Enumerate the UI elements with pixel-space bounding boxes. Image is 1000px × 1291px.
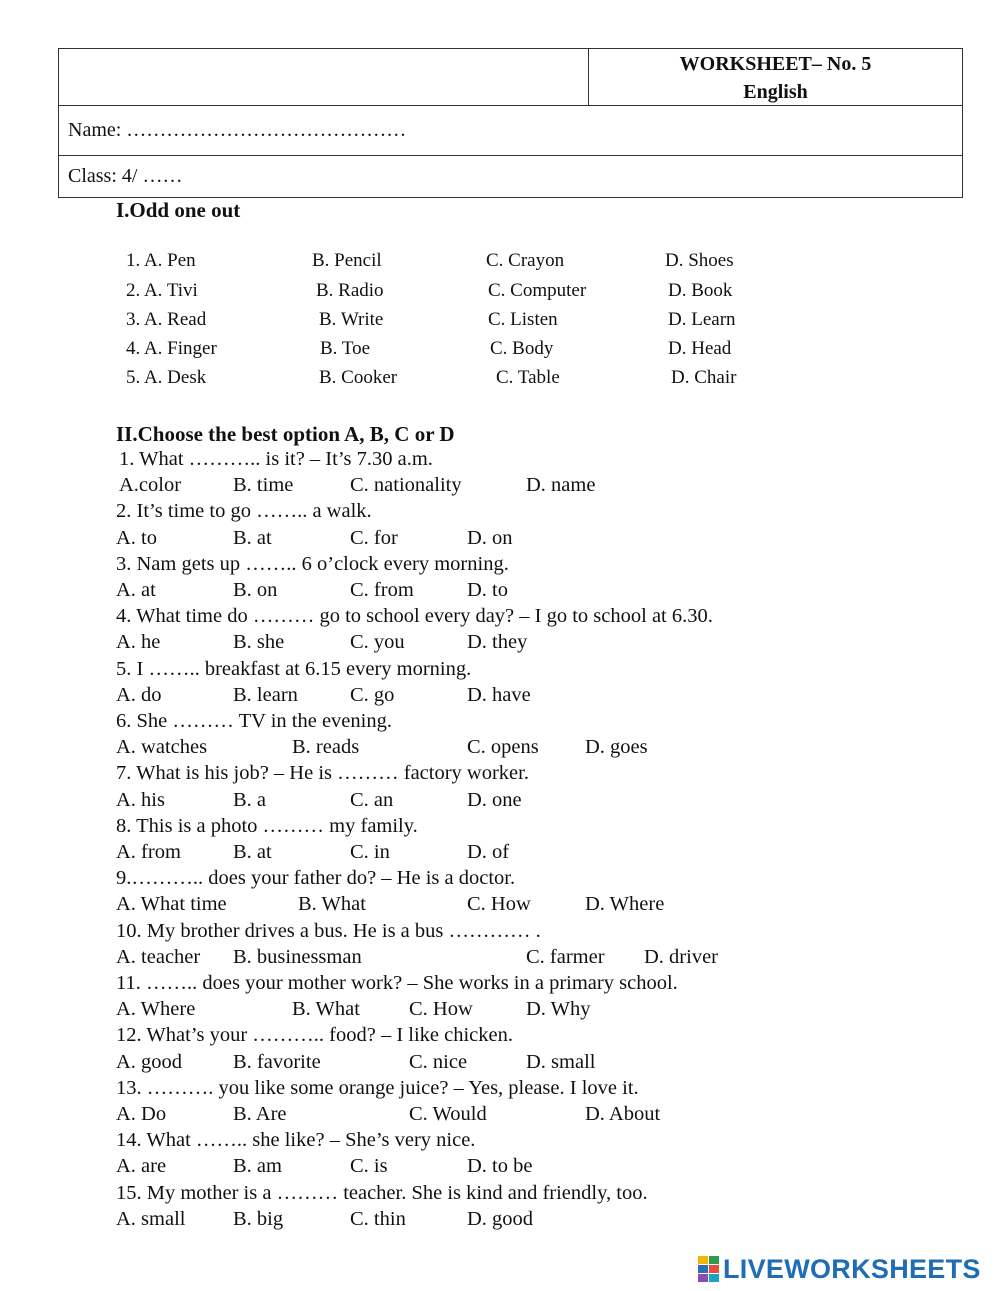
odd-option-a: 2. A. Tivi (126, 280, 198, 301)
answer-option-c: C. nice (409, 1050, 468, 1073)
question-text: 13. ………. you like some orange juice? – Yes, please. I love it. (116, 1076, 639, 1099)
logo-block (709, 1256, 719, 1264)
answer-option-a: A. good (116, 1050, 183, 1073)
odd-option-b: B. Cooker (319, 367, 398, 388)
answer-option-d: D. of (467, 841, 510, 863)
answer-option-c: C. is (350, 1155, 388, 1178)
odd-option-c: C. Computer (488, 280, 587, 301)
question-text: 8. This is a photo ……… my family. (116, 814, 418, 837)
answer-option-c: C. an (350, 788, 394, 811)
answer-option-a: A. teacher (116, 945, 201, 968)
header-blank-cell (59, 49, 589, 106)
answer-option-a: A. watches (116, 736, 208, 759)
odd-option-a: 1. A. Pen (126, 250, 196, 271)
worksheet-subject: English (743, 81, 808, 103)
answer-option-c: C. for (350, 526, 398, 549)
odd-option-c: C. Table (496, 367, 560, 388)
logo-blocks-icon (698, 1256, 719, 1282)
odd-option-d: D. Learn (668, 309, 736, 330)
question-text: 3. Nam gets up …….. 6 o’clock every morning. (116, 552, 509, 575)
class-field: Class: 4/ …… (59, 156, 963, 198)
answer-option-a: A. What time (116, 893, 227, 916)
answer-option-a: A. do (116, 683, 162, 706)
odd-option-c: C. Body (490, 338, 554, 359)
answer-option-c: C. from (350, 579, 414, 601)
question-text: 7. What is his job? – He is ……… factory worker. (116, 762, 529, 785)
answer-option-a: A. to (116, 526, 157, 549)
odd-option-d: D. Shoes (665, 250, 734, 271)
question-text: 4. What time do ……… go to school every day? – I go to school at 6.30. (116, 605, 713, 628)
logo-text: LIVEWORKSHEETS (723, 1253, 981, 1284)
question-text: 6. She ……… TV in the evening. (116, 710, 392, 732)
answer-option-c: C. How (409, 998, 473, 1021)
question-text: 10. My brother drives a bus. He is a bus ………… . (116, 919, 541, 942)
logo-block (698, 1265, 708, 1273)
answer-option-b: B. at (233, 841, 272, 863)
question-text: 5. I …….. breakfast at 6.15 every morning. (116, 657, 472, 680)
logo-block (698, 1274, 708, 1282)
logo-block (709, 1274, 719, 1282)
odd-option-d: D. Head (668, 338, 732, 359)
logo-block (698, 1256, 708, 1264)
answer-option-d: D. Why (526, 998, 591, 1021)
answer-option-d: D. to (467, 579, 508, 601)
worksheet-title: WORKSHEET– No. 5 (679, 53, 872, 75)
odd-option-d: D. Book (668, 280, 733, 301)
answer-option-c: C. you (350, 631, 405, 654)
answer-option-d: D. one (467, 788, 522, 811)
question-text: 2. It’s time to go …….. a walk. (116, 500, 372, 523)
header-table (58, 48, 963, 198)
question-text: 14. What …….. she like? – She’s very nice. (116, 1129, 476, 1152)
answer-option-a: A. small (116, 1207, 186, 1230)
name-field: Name: …………………………………… (59, 106, 963, 156)
odd-option-b: B. Radio (316, 280, 384, 301)
liveworksheets-logo (698, 1253, 981, 1285)
question-text: 1. What ……….. is it? – It’s 7.30 a.m. (119, 448, 433, 470)
answer-option-d: D. name (526, 474, 596, 497)
answer-option-a: A. Where (116, 998, 196, 1021)
answer-option-b: B. Are (233, 1103, 287, 1125)
odd-option-b: B. Write (319, 309, 384, 330)
answer-option-d: D. have (467, 683, 531, 706)
answer-option-c: C. thin (350, 1207, 406, 1230)
question-text: 12. What’s your ……….. food? – I like chicken. (116, 1024, 514, 1047)
answer-option-d: D. good (467, 1207, 534, 1230)
answer-option-d: D. to be (467, 1155, 533, 1178)
answer-option-a: A.color (119, 474, 182, 497)
answer-option-c: C. farmer (526, 945, 605, 968)
answer-option-c: C. Would (409, 1103, 487, 1125)
answer-option-a: A. at (116, 579, 156, 601)
odd-option-d: D. Chair (671, 367, 737, 388)
answer-option-a: A. from (116, 841, 181, 863)
answer-option-b: B. What (298, 893, 366, 916)
section1-title: I.Odd one out (116, 198, 241, 222)
odd-option-b: B. Pencil (312, 250, 382, 271)
answer-option-d: D. goes (585, 736, 648, 759)
answer-option-a: A. Do (116, 1103, 167, 1125)
answer-option-b: B. businessman (233, 945, 362, 968)
odd-option-c: C. Crayon (486, 250, 565, 271)
answer-option-b: B. she (233, 631, 285, 654)
answer-option-b: B. on (233, 579, 278, 601)
answer-option-c: C. go (350, 683, 395, 706)
question-text: 11. …….. does your mother work? – She works in a primary school. (116, 972, 678, 994)
answer-option-d: D. small (526, 1050, 596, 1073)
answer-option-c: C. nationality (350, 474, 462, 497)
question-text: 9.……….. does your father do? – He is a doctor. (116, 867, 516, 890)
answer-option-a: A. his (116, 788, 165, 811)
answer-option-d: D. on (467, 526, 513, 549)
answer-option-a: A. he (116, 631, 161, 654)
answer-option-d: D. driver (644, 945, 719, 968)
answer-option-c: C. in (350, 841, 390, 863)
worksheet-title-cell (589, 49, 963, 106)
answer-option-d: D. they (467, 631, 528, 654)
odd-option-a: 4. A. Finger (126, 338, 217, 359)
answer-option-b: B. reads (292, 736, 360, 759)
section2-title: II.Choose the best option A, B, C or D (116, 422, 455, 446)
answer-option-b: B. favorite (233, 1050, 321, 1073)
answer-option-b: B. What (292, 998, 360, 1021)
answer-option-b: B. am (233, 1155, 282, 1178)
question-text: 15. My mother is a ……… teacher. She is kind and friendly, too. (116, 1181, 648, 1204)
logo-block (709, 1265, 719, 1273)
answer-option-a: A. are (116, 1155, 167, 1178)
answer-option-d: D. Where (585, 893, 665, 916)
answer-option-c: C. opens (467, 736, 539, 759)
answer-option-b: B. a (233, 788, 267, 811)
odd-option-a: 5. A. Desk (126, 367, 207, 388)
answer-option-b: B. at (233, 526, 272, 549)
answer-option-c: C. How (467, 893, 531, 916)
answer-option-b: B. big (233, 1207, 284, 1230)
answer-option-b: B. learn (233, 683, 298, 706)
odd-option-b: B. Toe (320, 338, 371, 359)
odd-option-a: 3. A. Read (126, 309, 207, 330)
answer-option-b: B. time (233, 474, 294, 497)
odd-option-c: C. Listen (488, 309, 558, 330)
answer-option-d: D. About (585, 1103, 661, 1125)
